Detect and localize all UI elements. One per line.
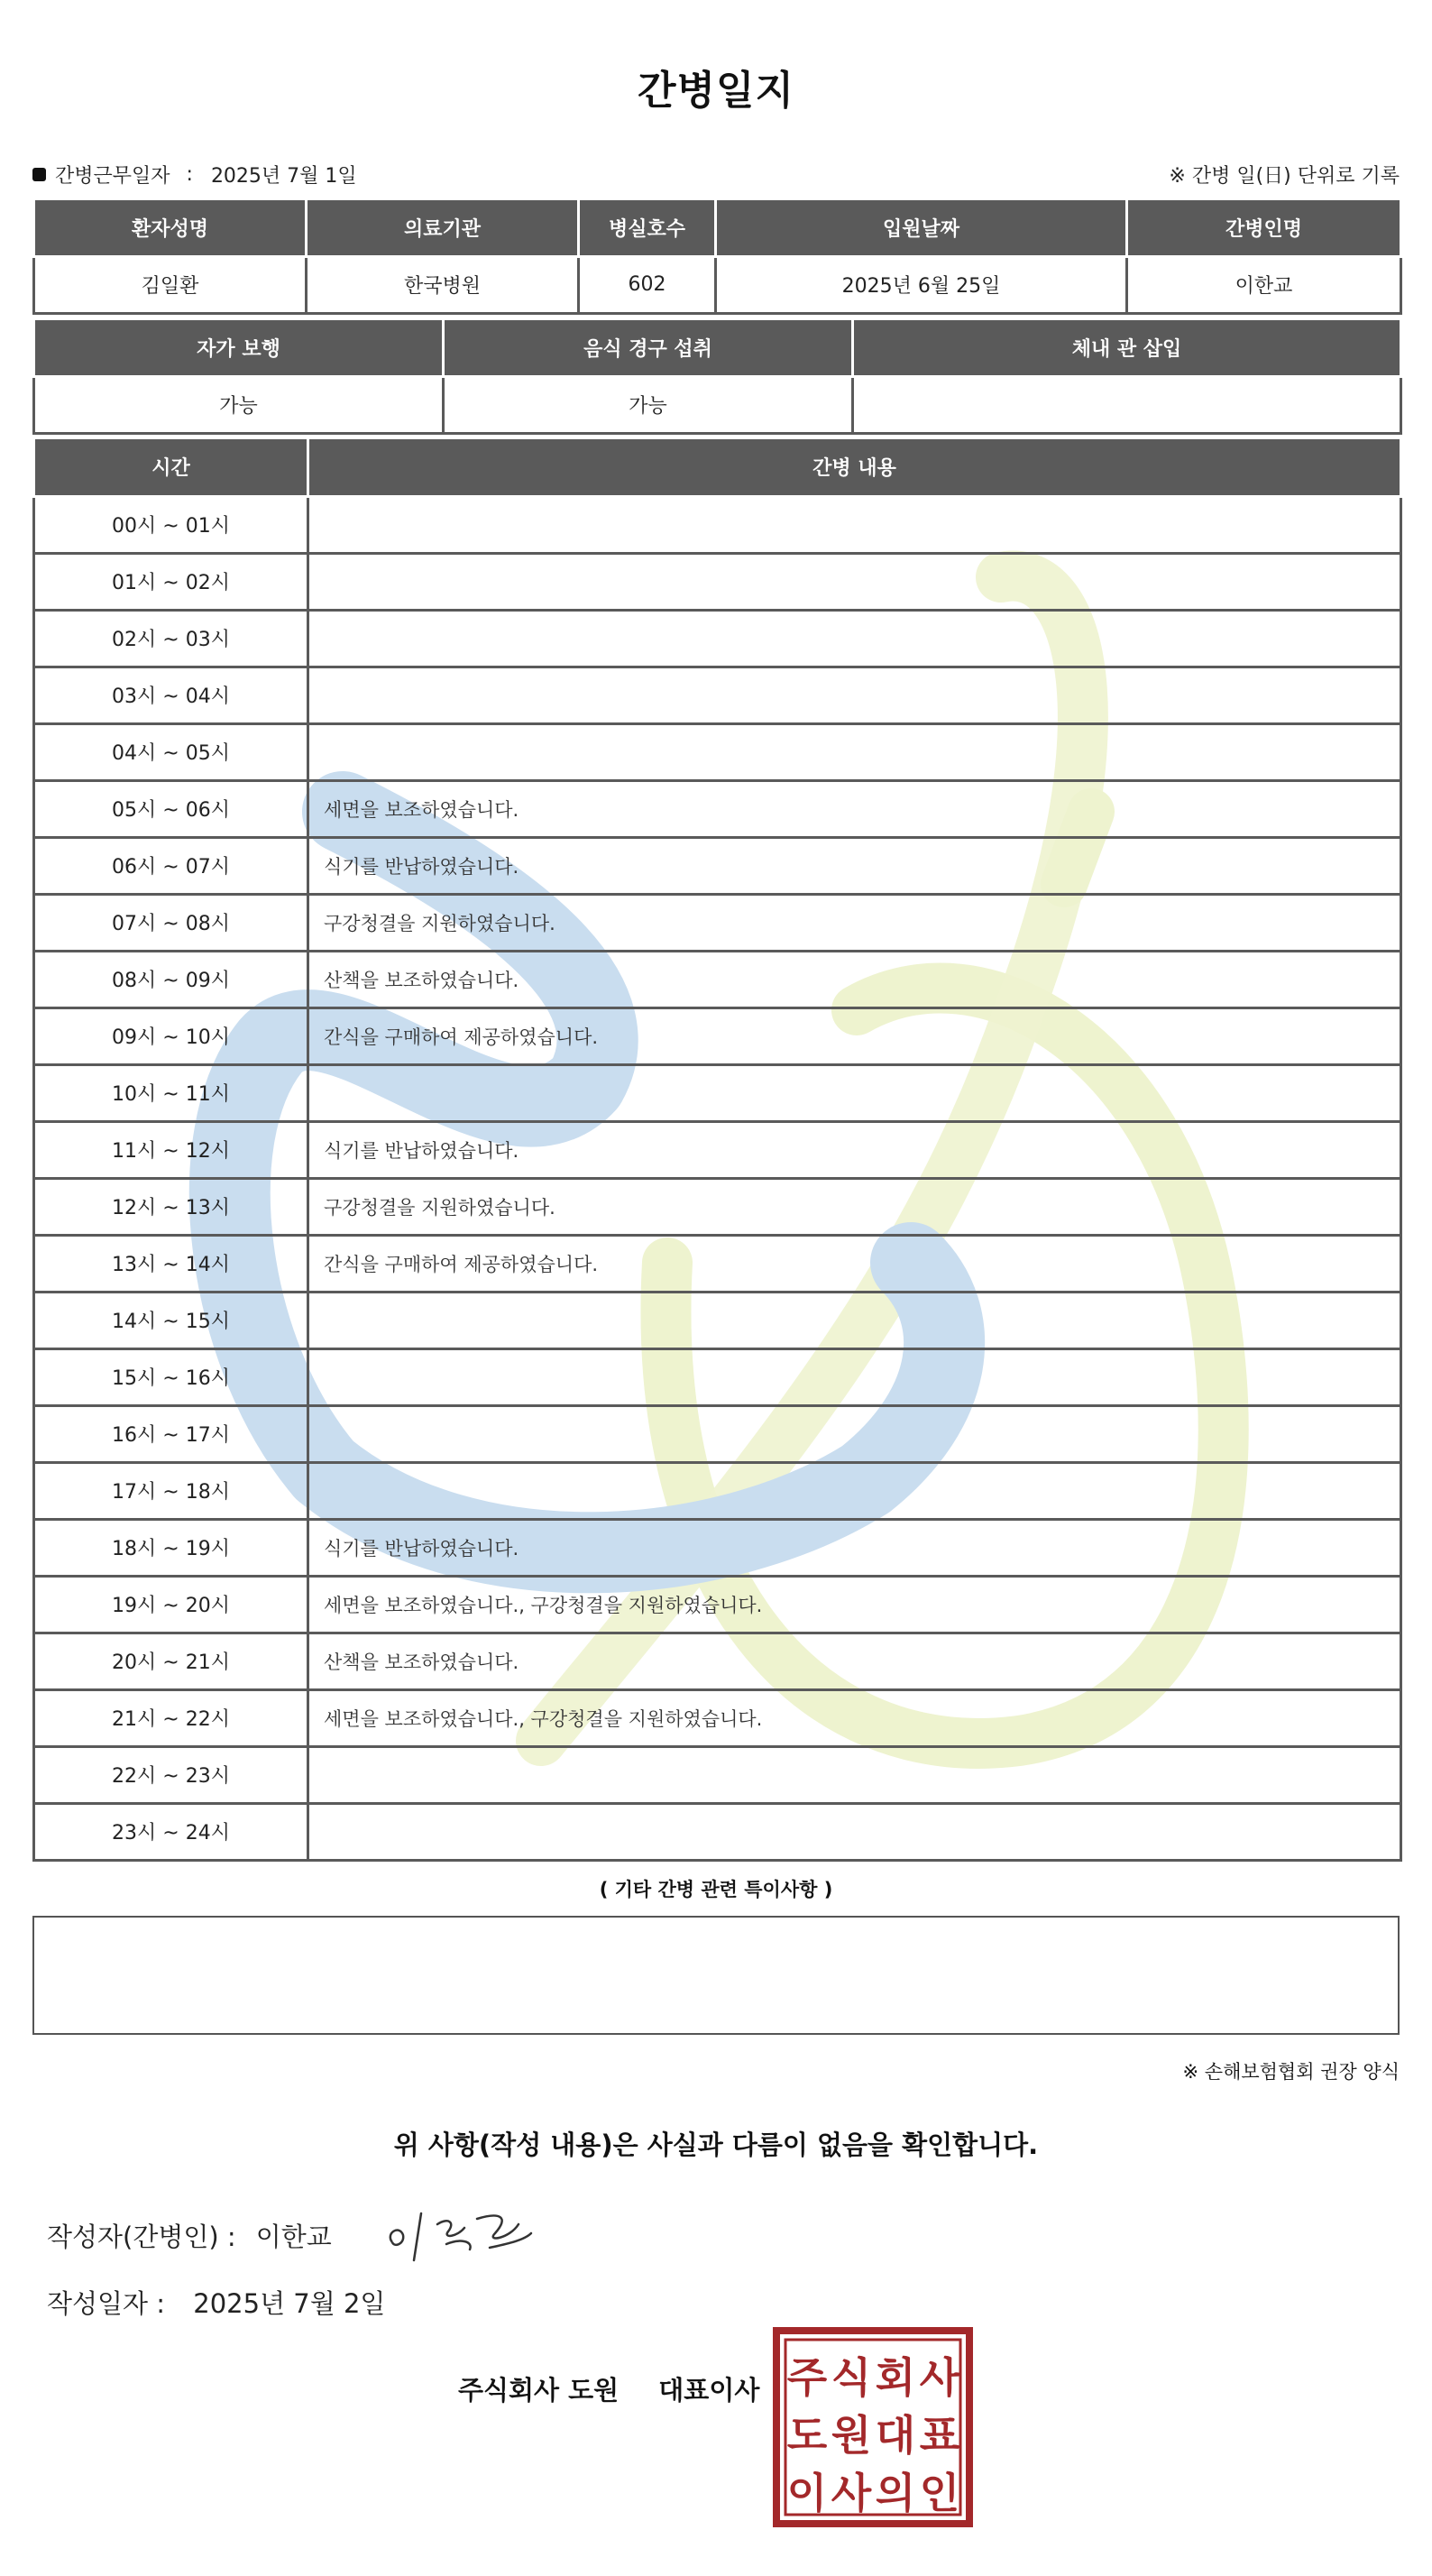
- log-row: [34, 1178, 1401, 1235]
- work-date-row: [32, 161, 1400, 188]
- seal-character: 식: [831, 2353, 872, 2402]
- log-row: [34, 723, 1401, 780]
- log-row: [34, 553, 1401, 610]
- work-date-colon: :: [186, 163, 193, 186]
- handwritten-signature: [383, 2197, 537, 2269]
- log-row: [34, 894, 1401, 951]
- oral-intake-value: 가능: [444, 376, 853, 433]
- header-time: 시간: [34, 439, 308, 496]
- header-hospital: 의료기관: [307, 200, 579, 256]
- log-time: 01시 ~ 02시: [34, 553, 308, 610]
- log-row: [34, 496, 1401, 553]
- log-content: 세면을 보조하였습니다., 구강청결을 지원하였습니다.: [308, 1689, 1401, 1746]
- work-date: [32, 161, 357, 189]
- notes-box: [32, 1916, 1400, 2035]
- log-time: 03시 ~ 04시: [34, 667, 308, 723]
- header-oral-intake: 음식 경구 섭취: [444, 320, 853, 376]
- log-content: 식기를 반납하였습니다.: [308, 1519, 1401, 1576]
- patient-status-table: [32, 320, 1402, 435]
- work-date-value: 2025년 7월 1일: [210, 165, 357, 188]
- log-row: [34, 1235, 1401, 1292]
- log-row: [34, 1121, 1401, 1178]
- patient-value-row: [34, 256, 1401, 313]
- log-row: [34, 1689, 1401, 1746]
- log-content: 구강청결을 지원하였습니다.: [308, 1178, 1401, 1235]
- log-body: [34, 496, 1401, 1860]
- log-time: 00시 ~ 01시: [34, 496, 308, 553]
- log-content: 간식을 구매하여 제공하였습니다.: [308, 1235, 1401, 1292]
- writer-name: 이한교: [255, 2222, 332, 2252]
- form-footnote: ※ 손해보험협회 권장 양식: [1182, 2061, 1400, 2083]
- log-content: [308, 553, 1401, 610]
- hospital-name: 한국병원: [307, 256, 579, 313]
- log-row: [34, 1064, 1401, 1121]
- log-content: [308, 496, 1401, 553]
- company-representative: 대표이사: [658, 2375, 760, 2406]
- log-header-row: [34, 439, 1401, 496]
- log-content: [308, 1292, 1401, 1348]
- header-self-walking: 자가 보행: [34, 320, 444, 376]
- seal-character: 사: [831, 2469, 872, 2517]
- log-content: [308, 1348, 1401, 1405]
- care-log-table: [32, 439, 1402, 1862]
- log-row: [34, 667, 1401, 723]
- header-room: 병실호수: [579, 200, 716, 256]
- log-content: [308, 1803, 1401, 1860]
- log-time: 14시 ~ 15시: [34, 1292, 308, 1348]
- seal-character: 이: [786, 2469, 828, 2517]
- seal-character: 원: [831, 2411, 872, 2460]
- caregiver-name: 이한교: [1127, 256, 1401, 313]
- log-content: 산책을 보조하였습니다.: [308, 1633, 1401, 1689]
- header-tube-insertion: 체내 관 삽입: [853, 320, 1401, 376]
- log-time: 12시 ~ 13시: [34, 1178, 308, 1235]
- bullet-icon: [32, 168, 46, 181]
- writer-row: [47, 2217, 332, 2254]
- log-content: [308, 1405, 1401, 1462]
- log-content: 세면을 보조하였습니다., 구강청결을 지원하였습니다.: [308, 1576, 1401, 1633]
- log-time: 11시 ~ 12시: [34, 1121, 308, 1178]
- log-content: [308, 610, 1401, 667]
- log-content: [308, 1064, 1401, 1121]
- seal-character: 도: [786, 2411, 828, 2460]
- seal-character: 대: [875, 2411, 916, 2460]
- log-time: 09시 ~ 10시: [34, 1007, 308, 1064]
- written-date-label: 작성일자 :: [47, 2288, 166, 2319]
- log-time: 23시 ~ 24시: [34, 1803, 308, 1860]
- log-time: 08시 ~ 09시: [34, 951, 308, 1007]
- seal-character: 주: [786, 2353, 828, 2402]
- log-content: 산책을 보조하였습니다.: [308, 951, 1401, 1007]
- page-title: 간병일지: [637, 68, 794, 114]
- written-date-row: [47, 2284, 385, 2321]
- header-care-content: 간병 내용: [308, 439, 1401, 496]
- room-number: 602: [579, 256, 716, 313]
- log-content: [308, 667, 1401, 723]
- log-row: [34, 1462, 1401, 1519]
- status-header-row: [34, 320, 1401, 376]
- log-time: 05시 ~ 06시: [34, 780, 308, 837]
- log-content: [308, 1462, 1401, 1519]
- log-row: [34, 1576, 1401, 1633]
- log-row: [34, 1633, 1401, 1689]
- log-row: [34, 951, 1401, 1007]
- self-walking-value: 가능: [34, 376, 444, 433]
- log-time: 16시 ~ 17시: [34, 1405, 308, 1462]
- log-row: [34, 1746, 1401, 1803]
- writer-label: 작성자(간병인) :: [47, 2222, 236, 2252]
- log-time: 02시 ~ 03시: [34, 610, 308, 667]
- log-row: [34, 1292, 1401, 1348]
- admission-date: 2025년 6월 25일: [716, 256, 1127, 313]
- log-content: 세면을 보조하였습니다.: [308, 780, 1401, 837]
- log-row: [34, 1007, 1401, 1064]
- log-content: [308, 723, 1401, 780]
- record-note: ※ 간병 일(日) 단위로 기록: [1169, 165, 1400, 188]
- patient-header-row: [34, 200, 1401, 256]
- company-seal-stamp: [773, 2327, 973, 2527]
- log-content: 간식을 구매하여 제공하였습니다.: [308, 1007, 1401, 1064]
- log-time: 10시 ~ 11시: [34, 1064, 308, 1121]
- seal-character: 회: [875, 2353, 916, 2402]
- log-row: [34, 1348, 1401, 1405]
- notes-title: ( 기타 간병 관련 특이사항 ): [599, 1879, 833, 1900]
- log-time: 17시 ~ 18시: [34, 1462, 308, 1519]
- log-time: 06시 ~ 07시: [34, 837, 308, 894]
- seal-character: 의: [875, 2469, 916, 2517]
- log-row: [34, 1519, 1401, 1576]
- log-time: 21시 ~ 22시: [34, 1689, 308, 1746]
- log-time: 22시 ~ 23시: [34, 1746, 308, 1803]
- status-value-row: [34, 376, 1401, 433]
- log-time: 18시 ~ 19시: [34, 1519, 308, 1576]
- log-time: 20시 ~ 21시: [34, 1633, 308, 1689]
- log-content: 식기를 반납하였습니다.: [308, 1121, 1401, 1178]
- seal-character: 인: [919, 2469, 960, 2517]
- log-row: [34, 780, 1401, 837]
- tube-insertion-value: [853, 376, 1401, 433]
- seal-character: 표: [919, 2411, 960, 2460]
- work-date-label: 간병근무일자: [55, 165, 170, 188]
- log-row: [34, 837, 1401, 894]
- log-time: 19시 ~ 20시: [34, 1576, 308, 1633]
- written-date-value: 2025년 7월 2일: [193, 2288, 386, 2319]
- log-time: 13시 ~ 14시: [34, 1235, 308, 1292]
- confirmation-statement: 위 사항(작성 내용)은 사실과 다름이 없음을 확인합니다.: [393, 2130, 1039, 2160]
- header-caregiver: 간병인명: [1127, 200, 1401, 256]
- header-patient-name: 환자성명: [34, 200, 307, 256]
- company-row: [458, 2370, 759, 2407]
- log-content: 구강청결을 지원하였습니다.: [308, 894, 1401, 951]
- seal-character: 사: [919, 2353, 960, 2402]
- log-time: 07시 ~ 08시: [34, 894, 308, 951]
- log-content: [308, 1746, 1401, 1803]
- header-admission-date: 입원날짜: [716, 200, 1127, 256]
- log-row: [34, 1803, 1401, 1860]
- log-row: [34, 1405, 1401, 1462]
- patient-info-table: [32, 200, 1402, 315]
- company-name: 주식회사 도원: [458, 2375, 620, 2406]
- log-row: [34, 610, 1401, 667]
- patient-name: 김일환: [34, 256, 307, 313]
- log-time: 04시 ~ 05시: [34, 723, 308, 780]
- log-content: 식기를 반납하였습니다.: [308, 837, 1401, 894]
- log-time: 15시 ~ 16시: [34, 1348, 308, 1405]
